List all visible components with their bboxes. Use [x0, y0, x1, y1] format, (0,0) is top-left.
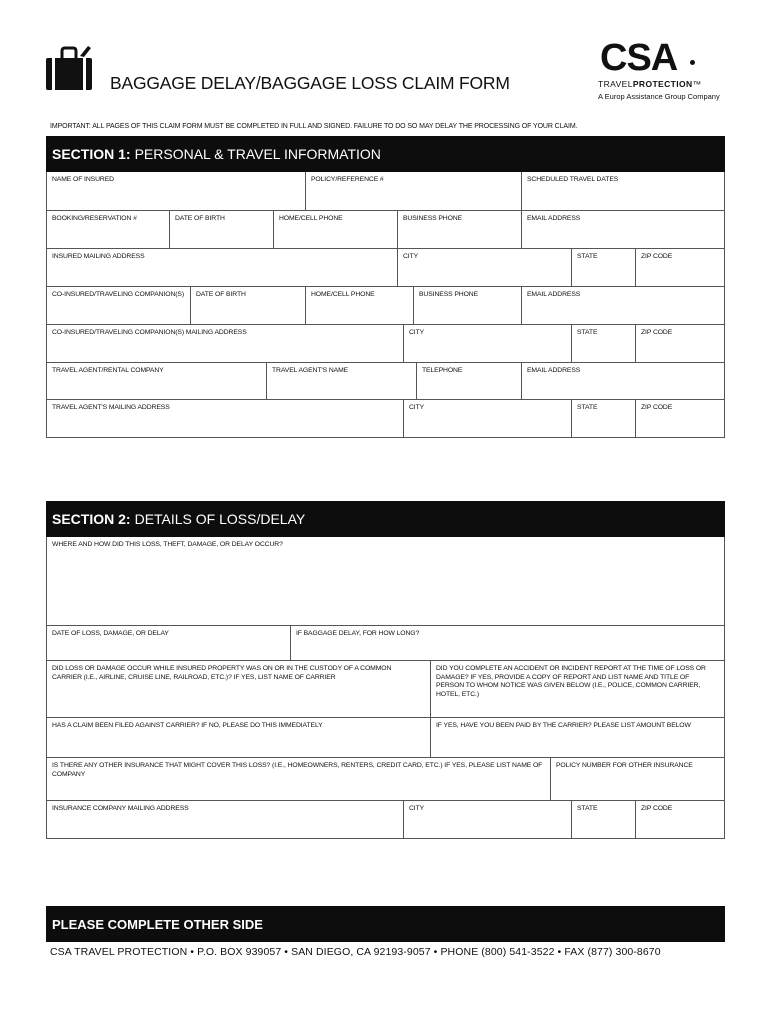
- insured-city-field[interactable]: CITY: [398, 249, 572, 286]
- section1-grid: [46, 172, 725, 438]
- companion-mailing-address-field[interactable]: CO-INSURED/TRAVELING COMPANION(S) MAILING ADDRESS: [47, 325, 404, 362]
- claim-filed-field[interactable]: HAS A CLAIM BEEN FILED AGAINST CARRIER? IF NO, PLEASE DO THIS IMMEDIATELY: [47, 718, 431, 757]
- complete-other-side-banner: PLEASE COMPLETE OTHER SIDE: [46, 906, 725, 942]
- form-header: [0, 0, 770, 120]
- booking-reservation-field[interactable]: BOOKING/RESERVATION #: [47, 211, 170, 248]
- insured-zip-field[interactable]: ZIP CODE: [641, 253, 673, 260]
- s1-row-2: [47, 211, 724, 249]
- important-notice: IMPORTANT: ALL PAGES OF THIS CLAIM FORM MUST BE COMPLETED IN FULL AND SIGNED. FAILURE TO DO SO MAY DELAY THE PROCESSING OF YOUR CLAIM.: [50, 123, 578, 130]
- companion-email-field[interactable]: EMAIL ADDRESS: [527, 291, 581, 298]
- s2-row-2: [47, 626, 724, 661]
- other-insurance-field[interactable]: IS THERE ANY OTHER INSURANCE THAT MIGHT COVER THIS LOSS? (I.E., HOMEOWNERS, RENTERS, CREDIT CARD, ETC.) IF YES, PLEASE LIST NAME OF COMPANY: [47, 758, 551, 800]
- loss-description-field[interactable]: WHERE AND HOW DID THIS LOSS, THEFT, DAMAGE, OR DELAY OCCUR?: [52, 541, 283, 548]
- s2-row-3: [47, 661, 724, 718]
- companion-business-phone-field[interactable]: BUSINESS PHONE: [414, 287, 522, 324]
- section2-title: DETAILS OF LOSS/DELAY: [134, 511, 306, 527]
- s1-row-5: [47, 325, 724, 363]
- suitcase-icon: [44, 44, 94, 92]
- companion-name-field[interactable]: CO-INSURED/TRAVELING COMPANION(S): [47, 287, 191, 324]
- travel-agent-telephone-field[interactable]: TELEPHONE: [417, 363, 522, 399]
- insurance-company-city-field[interactable]: CITY: [404, 801, 572, 838]
- name-of-insured-field[interactable]: NAME OF INSURED: [47, 172, 306, 210]
- s1-row-7: [47, 400, 724, 438]
- insured-home-phone-field[interactable]: HOME/CELL PHONE: [274, 211, 398, 248]
- other-policy-number-field[interactable]: POLICY NUMBER FOR OTHER INSURANCE: [556, 762, 693, 769]
- s2-row-6: [47, 801, 724, 839]
- carrier-paid-amount-field[interactable]: IF YES, HAVE YOU BEEN PAID BY THE CARRIER? PLEASE LIST AMOUNT BELOW: [436, 722, 691, 729]
- policy-reference-field[interactable]: POLICY/REFERENCE #: [306, 172, 522, 210]
- insurance-company-zip-field[interactable]: ZIP CODE: [641, 805, 673, 812]
- companion-city-field[interactable]: CITY: [404, 325, 572, 362]
- travel-agent-mailing-address-field[interactable]: TRAVEL AGENT'S MAILING ADDRESS: [47, 400, 404, 437]
- companion-home-phone-field[interactable]: HOME/CELL PHONE: [306, 287, 414, 324]
- section1-number: SECTION 1:: [52, 146, 131, 162]
- logo-subtitle: A Europ Assistance Group Company: [598, 92, 720, 101]
- travel-agent-name-field[interactable]: TRAVEL AGENT'S NAME: [267, 363, 417, 399]
- section2-grid: [46, 537, 725, 839]
- s1-row-1: [47, 172, 724, 211]
- insured-dob-field[interactable]: DATE OF BIRTH: [170, 211, 274, 248]
- insurance-company-address-field[interactable]: INSURANCE COMPANY MAILING ADDRESS: [47, 801, 404, 838]
- logo-tagline: TRAVELPROTECTION™: [598, 79, 702, 89]
- form-title: BAGGAGE DELAY/BAGGAGE LOSS CLAIM FORM: [110, 73, 510, 93]
- delay-duration-field[interactable]: IF BAGGAGE DELAY, FOR HOW LONG?: [296, 630, 420, 637]
- company-address: CSA TRAVEL PROTECTION • P.O. BOX 939057 • SAN DIEGO, CA 92193-9057 • PHONE (800) 541-3522 • FAX (877) 300-8670: [50, 946, 661, 958]
- travel-agent-state-field[interactable]: STATE: [572, 400, 636, 437]
- travel-agent-email-field[interactable]: EMAIL ADDRESS: [527, 367, 581, 374]
- logo-dot-icon: [690, 60, 695, 65]
- incident-report-field[interactable]: DID YOU COMPLETE AN ACCIDENT OR INCIDENT REPORT AT THE TIME OF LOSS OR DAMAGE? IF YES, PROVIDE A COPY OF REPORT AND LIST NAME AND TITLE OF PERSON TO WHOM NOTICE WAS GIVEN BELOW (I.E., POLICE, COMMON CARRIER, HOTEL, ETC.): [436, 665, 706, 698]
- s1-row-3: [47, 249, 724, 287]
- insured-mailing-address-field[interactable]: INSURED MAILING ADDRESS: [47, 249, 398, 286]
- section1-header: [46, 136, 725, 172]
- travel-agent-city-field[interactable]: CITY: [404, 400, 572, 437]
- travel-agent-company-field[interactable]: TRAVEL AGENT/RENTAL COMPANY: [47, 363, 267, 399]
- s1-row-6: [47, 363, 724, 400]
- insured-email-field[interactable]: EMAIL ADDRESS: [527, 215, 581, 222]
- insured-state-field[interactable]: STATE: [572, 249, 636, 286]
- companion-dob-field[interactable]: DATE OF BIRTH: [191, 287, 306, 324]
- s1-row-4: [47, 287, 724, 325]
- s2-row-5: [47, 758, 724, 801]
- companion-zip-field[interactable]: ZIP CODE: [641, 329, 673, 336]
- section2-header: [46, 501, 725, 537]
- insurance-company-state-field[interactable]: STATE: [572, 801, 636, 838]
- insured-business-phone-field[interactable]: BUSINESS PHONE: [398, 211, 522, 248]
- section1-title: PERSONAL & TRAVEL INFORMATION: [134, 146, 381, 162]
- travel-agent-zip-field[interactable]: ZIP CODE: [641, 404, 673, 411]
- s2-row-4: [47, 718, 724, 758]
- date-of-loss-field[interactable]: DATE OF LOSS, DAMAGE, OR DELAY: [47, 626, 291, 660]
- section2-number: SECTION 2:: [52, 511, 131, 527]
- common-carrier-field[interactable]: DID LOSS OR DAMAGE OCCUR WHILE INSURED PROPERTY WAS ON OR IN THE CUSTODY OF A COMMON CARRIER (I.E., AIRLINE, CRUISE LINE, RAILROAD, ETC.)? IF YES, LIST NAME OF CARRIER: [47, 661, 431, 717]
- csa-logo: [592, 38, 722, 108]
- companion-state-field[interactable]: STATE: [572, 325, 636, 362]
- scheduled-travel-dates-field[interactable]: SCHEDULED TRAVEL DATES: [527, 176, 619, 183]
- s2-row-1: [47, 537, 724, 626]
- logo-wordmark: CSA: [600, 37, 678, 79]
